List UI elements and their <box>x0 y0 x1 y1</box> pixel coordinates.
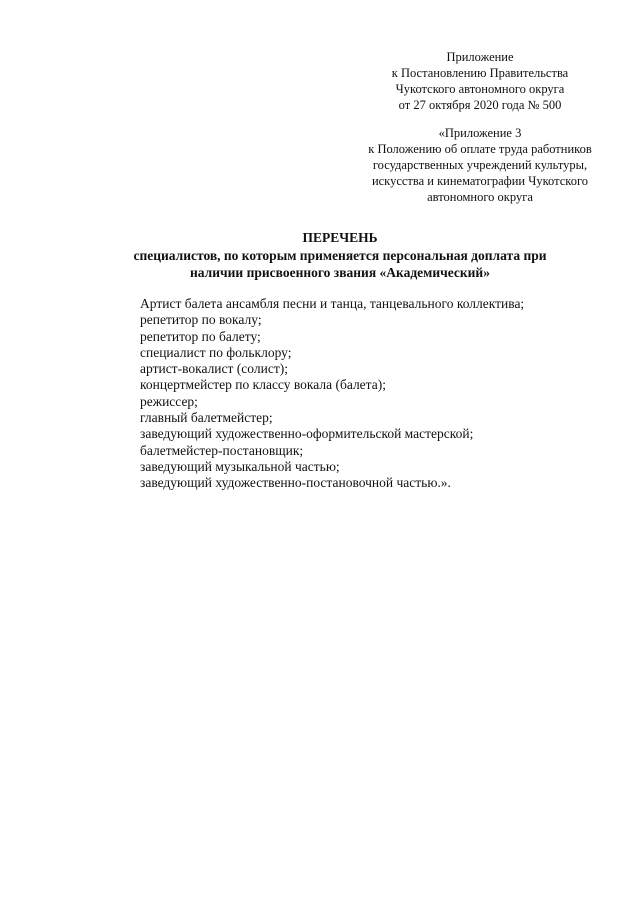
appendix-line: государственных учреждений культуры, <box>372 158 588 172</box>
title-subtitle-line: наличии присвоенного звания «Академический» <box>190 265 490 280</box>
list-item: репетитор по балету; <box>140 328 261 344</box>
list-item: артист-вокалист (солист); <box>140 361 288 377</box>
list-item: заведующий музыкальной частью; <box>140 458 340 474</box>
appendix-line: к Положению об оплате труда работников <box>368 142 592 156</box>
list-item: балетмейстер-постановщик; <box>140 442 304 458</box>
appendix-line: искусства и кинематографии Чукотского <box>371 174 589 188</box>
specialists-list <box>140 296 620 492</box>
title-subtitle-line: специалистов, по которым применяется персональная доплата при <box>133 248 547 263</box>
approval-line: Чукотского автономного округа <box>395 82 565 96</box>
approval-header <box>340 49 620 113</box>
list-item: специалист по фольклору; <box>140 344 292 360</box>
list-item: концертмейстер по классу вокала (балета); <box>140 377 386 393</box>
appendix-header <box>340 125 620 205</box>
approval-line: Приложение <box>446 50 514 64</box>
list-item: заведующий художественно-оформительской мастерской; <box>140 426 474 442</box>
list-item: заведующий художественно-постановочной частью.». <box>140 475 451 491</box>
approval-line: от 27 октября 2020 года № 500 <box>398 98 562 112</box>
list-item: репетитор по вокалу; <box>140 312 262 328</box>
list-item: режиссер; <box>140 393 198 409</box>
appendix-line: автономного округа <box>427 190 533 204</box>
title-heading: ПЕРЕЧЕНЬ <box>302 230 378 245</box>
approval-line: к Постановлению Правительства <box>391 66 569 80</box>
document-title <box>60 229 620 281</box>
list-item: главный балетмейстер; <box>140 410 273 426</box>
list-item: Артист балета ансамбля песни и танца, танцевального коллектива; <box>140 296 525 311</box>
appendix-line: «Приложение 3 <box>438 126 522 140</box>
